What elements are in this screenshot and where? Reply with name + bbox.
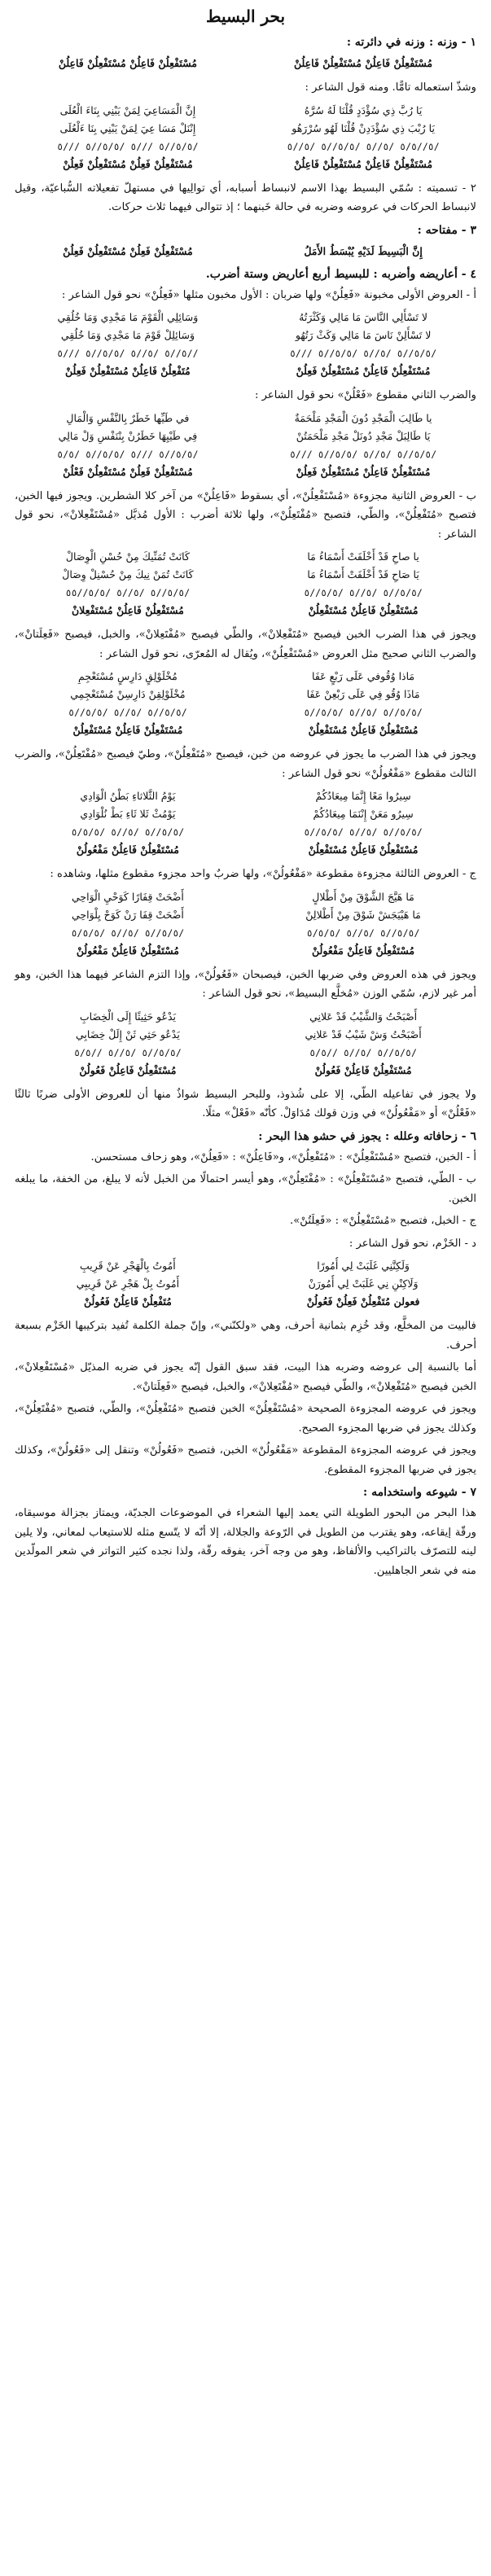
section-6-item-d: د - الخَزْم، نحو قول الشاعر : — [349, 1237, 476, 1250]
verse-block-6 — [15, 787, 476, 859]
hemistich-second: //٥//٥ /٥//٥ /٥/٥//٥ ///٥ — [57, 348, 199, 359]
meter-feet — [15, 602, 476, 620]
key-line — [15, 243, 476, 261]
section-4c-text: ج - العروض الثالثة مجزوءة مقطوعة «مَفْعُولُنْ»، ولها ضربٌ واحد مجزوء مقطوع مثلها، وشاهده : — [50, 868, 476, 880]
section-2-naming: ٢ - تسميته : سُمّي البسيط بهذا الاسم لانبساط أسبابه، أي توالِيها في مستهلّ تفعيلاته السُّباعيّة، وقيل لانبساط الحركات في عروضه وضربه في حالة خَبنهما ؛ إذ تتوالى فيهما ثلاث حركات. — [15, 182, 476, 213]
hemistich-first: وَلَاكِنْنِ نِي غَلَبَتْ لِي أُمُورَنْ — [308, 1277, 419, 1290]
hemistich-first: /٥/٥//٥ /٥//٥ /٥/٥//٥ — [304, 826, 423, 838]
verse-block-2 — [15, 309, 476, 380]
document-page — [15, 0, 476, 1580]
verse-line — [15, 309, 476, 326]
hemistich-second: يَوْمُ الثَّلاثاءِ بَطْنُ الْوَادِي — [80, 790, 176, 802]
hemistich-second: مُخْلَوْلِقِنْ دَارِسِنْ مُسْتَعْجِمِي — [70, 688, 186, 700]
meter-feet — [15, 156, 476, 173]
section-6-paragraph-2: ويجوز في عروضه المجزوءة الصحيحة «مُسْتَفْعِلُنْ» الخبن فتصبح «مُتَفْعِلُنْ»، والطّي، فتصبح «مُفْتَعِلُنْ»، وكذلك يجوز في ضربها المجزوء الصحيح. — [15, 1403, 476, 1435]
scansion-marks — [15, 445, 476, 463]
prosodic-writing — [15, 120, 476, 138]
hemistich-second: يَدْعُو حَثِي ثَنْ إِلَلْ خِضَابِي — [76, 1027, 180, 1040]
section-6-item-c: ج - الخبل، فتصبح «مُسْتَفْعِلُنْ» : «فَعِلَتُنْ». — [290, 1215, 476, 1227]
hemistich-first: لا تَسْأَلِنْ نَاسَ مَا مَالِي وَكَثْ رَتُهُو — [295, 329, 432, 341]
section-4a-text-2: والضرب الثاني مقطوع «فَعْلُنْ» نحو قول الشاعر : — [254, 389, 476, 401]
hemistich-second: يَوْمُثْ ثَلا ثَاءِ بَطْ نُلْوَادِي — [80, 808, 176, 820]
hemistich-first: مُسْتَفْعِلُنْ فَاعِلُنْ مَفْعُولُنْ — [312, 944, 415, 957]
hemistich-second: كَانَتْ تُمَنْ نِيكَ مِنْ حُسْنِلْ وِصَالْ — [62, 568, 194, 580]
scan-line — [15, 55, 476, 72]
meter-feet — [15, 1062, 476, 1080]
hemistich-first: مُسْتَفْعِلُنْ فَاعِلُنْ مُسْتَفْعِلُنْ فَعِلُنْ — [296, 365, 431, 377]
section-7-text: هذا البحر من البحور الطويلة التي يعمد إليها الشعراء في الموضوعات الجديّة، ويمتاز بجزالة موسيقاه، ورقّة إيقاعه، وهو يقترب من الطويل في الرّوعة والجلالة، إلا أنّه لا يتّسع مثله للاستيعاب لمعاني، ولا يلين لينه للتصرّف بالتراكيب والألفاظ، وهو من وجه آخر، يفوقه رقّة، ولذا نجده كثير التواتر في شعر المولّدين منه في شعر الجاهليين. — [15, 1507, 476, 1577]
section-7-heading: ٧ - شيوعه واستخدامه : — [363, 1486, 476, 1499]
hemistich-first: مَا هَيْيَجَشْ شَوْقَ مِنْ أَطْلالِنْ — [305, 908, 421, 921]
hemistich-first: مُسْتَفْعِلُنْ فَاعِلُنْ مُسْتَفْعِلُنْ فَاعِلُنْ — [294, 157, 433, 170]
prosodic-writing — [15, 1275, 476, 1293]
hemistich-first: مُسْتَفْعِلُنْ فَاعِلُنْ مُسْتَفْعِلُنْ فَاعِلُنْ — [294, 57, 433, 69]
hemistich-second: أَمُوتُ بِالْهَجْرِ عَنْ قَرِيبِ — [80, 1260, 176, 1272]
hemistich-first: /٥/٥//٥ /٥//٥ /٥/٥//٥ ///٥ — [289, 348, 437, 359]
meter-feet — [15, 1293, 476, 1311]
hemistich-first: يَا طَالِبَلْ مَجْدِ دُونَلْ مَجْدِ مَلْحَمَتُنْ — [296, 429, 431, 442]
section-6-khazm-note: فالبيت من المخلَّع، وقد خُزِم بثمانية أحرف، وهي «ولكنّني»، وإنّ جملة الكلمة تُفيد بتركيبها الخَزْم بسبعة أحرف. — [15, 1320, 476, 1352]
hemistich-first: /٥/٥//٥ /٥//٥ /٥/٥//٥ — [304, 707, 423, 718]
hemistich-first: يا صاحِ قَدْ أَخْلَفَتْ أَسْمَاءُ مَا — [307, 550, 419, 563]
hemistich-first: أَصْبَحْتُ وَالشَّيْبُ قَدْ عَلانِي — [309, 1010, 418, 1023]
hemistich-second: فِي طَيْيِهَا خَطَرُنْ بِنْنَفْسِ وَلْ مَالِي — [58, 429, 198, 442]
section-6-item-a: أ - الخبن، فتصبح «مُسْتَفْعِلُنْ» : «مُتَفْعِلُنْ»، و«فَاعِلُنْ» : «فَعِلُنْ»، وهو زحاف مستحسن. — [90, 1150, 476, 1163]
hemistich-second: مُسْتَفْعِلُنْ فَاعِلُنْ مَفْعُولُنْ — [76, 944, 179, 957]
hemistich-second: /٥/٥//٥ /٥//٥ /٥/٥/٥ — [71, 927, 185, 939]
section-6-item-b: ب - الطّي، فتصبح «مُسْتَفْعِلُنْ» : «مُفْتَعِلُنْ»، وهو أيسر احتمالًا من الخبل لأنه لا يبلغ، من الخفة، ما يبلغه الخبن. — [15, 1173, 476, 1205]
hemistich-second: وَسَائِلِي الْقَوْمَ مَا مَجْدِي وَمَا خُلُقِي — [57, 311, 199, 323]
hemistich-second: إِنَّ الْمَسَاعِيَ لِمَنْ يَبْنِي بِنَاءَ الْعُلَى — [59, 103, 196, 116]
hemistich-second: في طَيِّها خَطَرٌ بِالنَّفْسِ وَالْمَالِ — [66, 411, 190, 424]
section-4c-text-3: ولا يجوز في تفاعيله الطّي، إلا على شُذوذ، وللبحر البسيط شواذٌ منها أن للعروض الأولى ضربًا ثالثًا «فَعْلُنْ» أو «مَفْعُولُنْ» في وزن قولك مُدَاوَلْ. كأنّه «فَعْلْ» مثلًا. — [15, 1088, 476, 1119]
hemistich-first: يا طَالِبَ الْمَجْدِ دُونَ الْمَجْدِ مَلْحَمَةٌ — [294, 411, 432, 424]
hemistich-first: مَا هَيَّجَ الشَّوْقَ مِنْ أَطْلالٍ — [312, 890, 414, 903]
meter-feet — [15, 942, 476, 960]
meter-feet — [15, 721, 476, 739]
hemistich-second: مُسْتَفْعِلُنْ فَاعِلُنْ مُسْتَفْعِلُنْ فَاعِلُنْ — [58, 57, 197, 69]
hemistich-first: وَلَكِنَّنِي غَلَبَتْ لِي أُمُورًا — [317, 1260, 410, 1272]
hemistich-first: مُسْتَفْعِلُنْ فَاعِلُنْ مُسْتَفْعِلُنْ — [308, 724, 419, 736]
meter-feet — [15, 362, 476, 380]
scansion-marks — [15, 703, 476, 721]
prosodic-writing — [15, 326, 476, 344]
hemistich-second: /٥/٥//٥ ///٥ /٥/٥//٥ /٥/٥ — [57, 448, 199, 460]
section-6-heading: ٦ - زحافاته وعلله : يجوز في حشو هذا البحر : — [258, 1129, 476, 1143]
hemistich-second: /٥/٥//٥ /٥//٥ /٥/٥//٥٥ — [65, 587, 191, 598]
meter-feet — [15, 841, 476, 859]
verse-line — [15, 410, 476, 427]
hemistich-second: مُسْتَفْعِلُنْ فَاعِلُنْ فَعُولُنْ — [79, 1063, 177, 1076]
scansion-marks — [15, 138, 476, 156]
hemistich-first: مُسْتَفْعِلُنْ فَاعِلُنْ فَعُولُنْ — [314, 1063, 412, 1076]
hemistich-first: يَا رُبْبَ ذِي سُؤْدَدِنْ قُلْنَا لَهُو سُرْرَهُو — [292, 121, 435, 134]
prosodic-writing — [15, 686, 476, 703]
section-1-scan — [15, 55, 476, 72]
hemistich-first: مُسْتَفْعِلُنْ فَاعِلُنْ مُسْتَفْعِلُنْ — [308, 843, 419, 856]
hemistich-second: إِنْنَلْ مَسَا عِيَ لِمَنْ يَبْنِي بِنَا ءَلْعُلَى — [59, 121, 196, 134]
hemistich-first: أَصْبَحْتُ وَشْ شَيْبُ قَدْ عَلانِي — [305, 1027, 422, 1040]
prosodic-writing — [15, 906, 476, 924]
prosodic-writing — [15, 427, 476, 445]
hemistich-second: أَضْحَتْ قِفَارًا كَوَحْيِ الْوَاحِي — [71, 890, 184, 903]
hemistich-second: /٥/٥//٥ /٥//٥ //٥/٥ — [74, 1046, 182, 1058]
scansion-marks — [15, 1044, 476, 1062]
section-1-note: وشذّ استعماله تامًّا. ومنه قول الشاعر : — [305, 81, 476, 94]
hemistich-second: /٥/٥//٥ ///٥ /٥/٥//٥ ///٥ — [57, 140, 199, 152]
section-4b-text-3: ويجوز في هذا الضرب ما يجوز في عروضه من خبن، فيصبح «مُتَفْعِلُنْ»، وطيّ فيصبح «مُفْتَعِلُنْ»، والضرب الثالث مقطوع «مَفْعُولُنْ» نحو قول الشاعر : — [15, 748, 476, 780]
verse-line — [15, 888, 476, 906]
scansion-marks — [15, 344, 476, 362]
hemistich-second: مُسْتَفْعِلُنْ فَعِلُنْ مُسْتَفْعِلُنْ فَعِلُنْ — [63, 157, 193, 170]
hemistich-second: يَدْعُو حَثِيثًا إِلَى الْخِضَابِ — [79, 1010, 177, 1023]
key-verse: إِنَّ الْبَسِيطَ لَدَيْهِ يُبْسَطُ الأَمَلُ — [304, 244, 423, 257]
hemistich-first: مَاذا وُقُوفي عَلَى رَبْعٍ عَفَا — [312, 670, 415, 682]
hemistich-second: مُخْلَوْلِقٍ دَارِسٍ مُسْتَعْجِمِ — [77, 670, 178, 682]
verse-block-8 — [15, 1008, 476, 1080]
hemistich-second: /٥/٥//٥ /٥//٥ /٥/٥/٥ — [71, 826, 185, 838]
verse-block-9 — [15, 1257, 476, 1311]
hemistich-second: /٥/٥//٥ /٥//٥ /٥/٥//٥ — [68, 707, 187, 718]
hemistich-first: /٥//٥/٥ /٥//٥ /٥/٥//٥ /٥//٥ — [287, 140, 440, 152]
meter-key — [15, 243, 476, 261]
section-1-heading: ١ - وزنه : وزنه في دائرته : — [346, 36, 476, 49]
hemistich-first: سِيرُو مَعَنْ إِنْنَمَا مِيعَادُكُمْ — [313, 808, 414, 820]
hemistich-second: مُسْتَفْعِلُنْ فَاعِلُنْ مَفْعُولُنْ — [76, 843, 179, 856]
scansion-marks — [15, 924, 476, 942]
hemistich-first: مُسْتَفْعِلُنْ فَاعِلُنْ مُسْتَفْعِلُنْ — [308, 604, 419, 616]
hemistich-second: مُتَفْعِلُنْ فَاعِلُنْ مُسْتَفْعِلُنْ فَعِلُنْ — [65, 365, 191, 377]
hemistich-first: /٥/٥//٥ /٥//٥ /٥/٥//٥ — [304, 587, 423, 598]
hemistich-first: فعولن مُتَفْعِلُنْ فَعِلُنْ فَعُولُنْ — [306, 1295, 420, 1308]
hemistich-second: مُسْتَفْعِلُنْ فَاعِلُنْ مُسْتَفْعِلانْ — [71, 604, 184, 616]
verse-block-1 — [15, 102, 476, 173]
hemistich-first: مُسْتَفْعِلُنْ فَاعِلُنْ مُسْتَفْعِلُنْ فَعِلُنْ — [296, 465, 431, 478]
hemistich-second: أَضْحَتْ قِفَا رَنْ كَوَحْ يِلْوَاحِي — [72, 908, 184, 921]
scansion-marks — [15, 823, 476, 841]
verse-line — [15, 1257, 476, 1275]
hemistich-first: /٥/٥//٥ /٥//٥ /٥/٥/٥ — [306, 927, 420, 939]
hemistich-first: لا تَسْأَلِي النَّاسَ مَا مَالِي وَكَثْرَتُهُ — [299, 311, 428, 323]
hemistich-second: مُتَفْعِلُنْ فَاعِلُنْ فَعُولُنْ — [83, 1295, 172, 1308]
meter-feet — [15, 463, 476, 481]
hemistich-first: يَا صَاحِ قَدْ أَخْلَفَتْ أَسْمَاءُ مَا — [307, 568, 419, 580]
section-4-heading: ٤ - أعاريضه وأضربه : للبسيط أربع أعاريض وستة أضرب. — [205, 267, 476, 281]
verse-block-3 — [15, 410, 476, 481]
section-4a-text: أ - العروض الأولى مخبونة «فَعِلُنْ» ولها ضربان : الأول مخبون مثلها «فَعِلُنْ» نحو قول الشاعر : — [61, 288, 476, 301]
hemistich-second: مُسْتَفْعِلُنْ فَاعِلُنْ مُسْتَفْعِلُنْ — [72, 724, 183, 736]
hemistich-first: سِيرُوا مَعًا إِنَّمَا مِيعَادُكُمْ — [315, 790, 411, 802]
section-4b-text-2: ويجوز في هذا الضرب الخبن فيصبح «مُتَفْعِلانْ»، والطّي فيصبح «مُفْتَعِلانْ»، والخبل، فيصبح «فَعِلَتانْ»، والضرب الثاني صحيح مثل العروض «مُسْتَفْعِلُنْ»، ويُقال له المُعرّى، نحو قول الشاعر : — [15, 629, 476, 660]
section-3-heading: ٣ - مفتاحه : — [417, 223, 476, 237]
verse-block-7 — [15, 888, 476, 960]
hemistich-second: مُسْتَفْعِلُنْ فَعِلُنْ مُسْتَفْعِلُنْ فَعْلُنْ — [63, 465, 193, 478]
section-4b-text: ب - العروض الثانية مجزوءة «مُسْتَفْعِلُنْ»، أي بسقوط «فَاعِلُنْ» من آخر كلا الشطرين. ويجوز فيها الخبن، فتصبح «مُتَفْعِلُنْ»، والطّي، فتصبح «مُفْتَعِلُنْ»، ولها ثلاثة أضرب : الأول مُذيَّل «مُسْتَفْعِلانْ»، نحو قول الشاعر : — [15, 489, 476, 541]
verse-block-4 — [15, 548, 476, 620]
verse-line — [15, 102, 476, 120]
prosodic-writing — [15, 805, 476, 823]
hemistich-first: مَاذَا وُقُو فِي عَلَى رَبْعِنْ عَفَا — [306, 688, 420, 700]
scansion-marks — [15, 584, 476, 602]
verse-block-5 — [15, 668, 476, 739]
key-feet: مُسْتَفْعِلُنْ فَعِلُنْ مُسْتَفْعِلُنْ فَعِلُنْ — [63, 244, 193, 257]
section-4c-text-2: ويجوز في هذه العروض وفي ضربها الخبن، فيصبحان «فَعُولُنْ»، وإذا التزم الشاعر فيهما هذا الخبن، وهو أمر غير لازم، سُمّي الوزن «مُخلَّع البسيط»، نحو قول الشاعر : — [15, 968, 476, 1000]
section-6-paragraph-1: أما بالنسبة إلى عروضه وضربه هذا البيت، فقد سبق القول إنّه يجوز في ضربه المذيّل «مُسْتَفْعِلانْ»، الخبن فيصبح «مُتَفْعِلانْ»، والطّي فيصبح «مُفْتَعِلانْ»، والخبل، فيصبح «فَعِلَتانْ». — [15, 1361, 476, 1393]
section-6-paragraph-3: ويجوز في عروضه المجزوءة المقطوعة «مَفْعُولُنْ» الخبن، فتصبح «فَعُولُنْ» وتنقل إلى «فَعُولُنْ»، وكذلك يجوز في ضربها المجزوء المقطوع. — [15, 1444, 476, 1476]
prosodic-writing — [15, 566, 476, 584]
prosodic-writing — [15, 1026, 476, 1044]
hemistich-second: وَسَائِلِلْ قَوْمَ مَا مَجْدِي وَمَا خُلُقِي — [60, 329, 195, 341]
page-title: بحر البسيط — [205, 7, 286, 26]
hemistich-second: كَانَتْ تُمَنِّيكَ مِنْ حُسْنِ الْوِصَالْ — [65, 550, 190, 563]
hemistich-first: /٥/٥//٥ /٥//٥ /٥/٥//٥ ///٥ — [289, 448, 437, 460]
hemistich-first: /٥/٥//٥ /٥//٥ //٥/٥ — [309, 1046, 417, 1058]
verse-line — [15, 787, 476, 805]
verse-line — [15, 548, 476, 566]
hemistich-second: أَمُوتُ بِلْ هَجْرِ عَنْ قَرِيبِي — [76, 1277, 180, 1290]
verse-line — [15, 1008, 476, 1026]
hemistich-first: يَا رُبَّ ذِي سُؤْدَدٍ قُلْنَا لَهُ سُرَّهُ — [304, 103, 423, 116]
verse-line — [15, 668, 476, 686]
